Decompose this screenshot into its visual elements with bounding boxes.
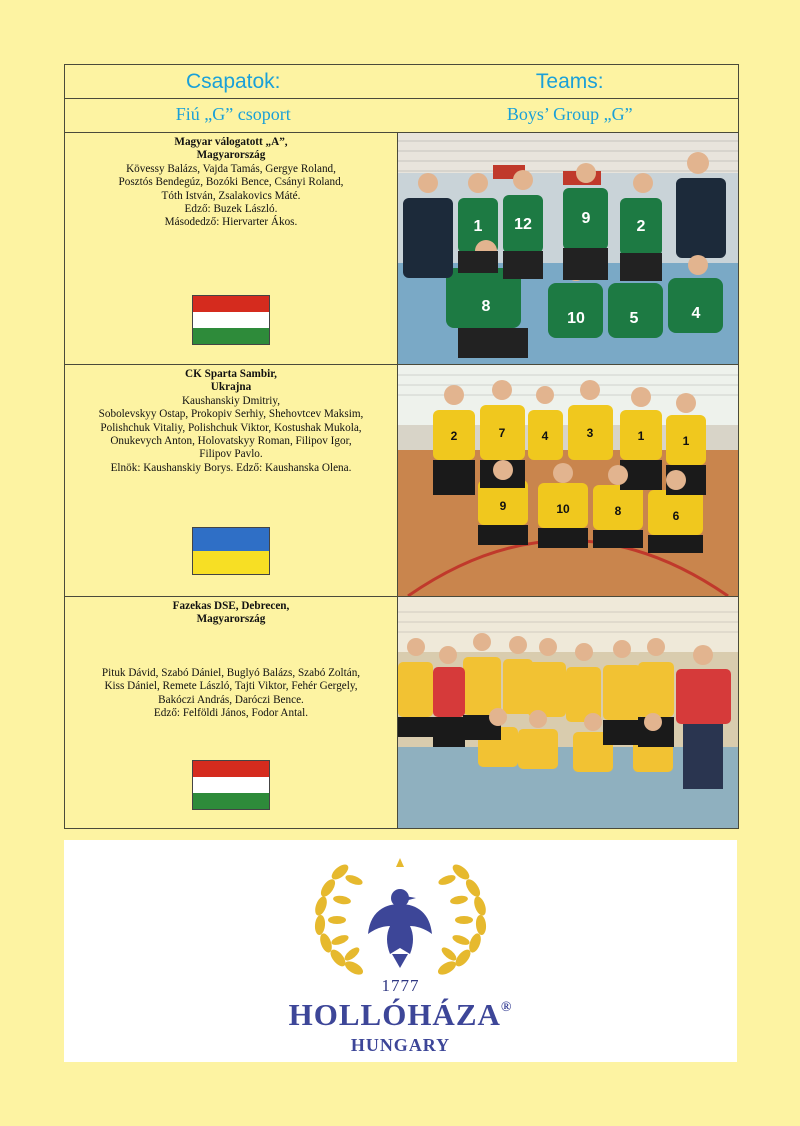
svg-text:10: 10 xyxy=(567,310,585,327)
roster-line: Sobolevskyy Ostap, Prokopiv Serhiy, Shehovtcev Maksim, xyxy=(98,408,364,421)
svg-text:2: 2 xyxy=(450,429,458,443)
svg-text:7: 7 xyxy=(498,426,506,440)
svg-text:1: 1 xyxy=(637,429,645,443)
logo-brand xyxy=(64,997,737,1033)
team-row xyxy=(65,133,738,365)
coach-line: Edző: Buzek László. xyxy=(184,203,278,216)
roster-line: Kövessy Balázs, Vajda Tamás, Gergye Roland, xyxy=(126,162,336,175)
team-photo-image xyxy=(398,133,738,364)
roster-line: Tóth István, Zsalakovics Máté. xyxy=(161,189,301,202)
logo-country: HUNGARY xyxy=(350,1035,451,1055)
roster-line: Pituk Dávid, Szabó Dániel, Buglyó Balázs, Szabó Zoltán, xyxy=(101,666,361,679)
svg-text:2: 2 xyxy=(636,218,646,235)
roster-line: Polishchuk Vitaliy, Polishchuk Viktor, Kostushak Mukola, xyxy=(100,421,362,434)
team-row xyxy=(65,597,738,828)
hungary-flag xyxy=(192,295,270,345)
svg-text:12: 12 xyxy=(514,216,532,233)
team-name: Magyar válogatott „A”, xyxy=(174,136,288,148)
roster-line: Bakóczi András, Daróczi Bence. xyxy=(158,693,304,706)
team-country: Magyarország xyxy=(196,613,266,626)
roster-line: Filipov Pavlo. xyxy=(199,448,263,461)
svg-text:4: 4 xyxy=(541,429,549,443)
svg-text:8: 8 xyxy=(481,298,491,315)
header-row-group xyxy=(65,99,738,133)
team-photo-image xyxy=(398,597,738,828)
teams-table xyxy=(64,64,739,829)
staff-line: Elnök: Kaushanskiy Borys. Edző: Kaushanska Olena. xyxy=(110,461,352,474)
teams-title-hu: Csapatok: xyxy=(185,70,281,93)
team-country: Ukrajna xyxy=(210,381,252,394)
group-title-en: Boys’ Group „G” xyxy=(506,104,633,124)
team-photo-hungary-a xyxy=(398,133,738,364)
svg-text:9: 9 xyxy=(499,499,507,513)
team-info xyxy=(65,365,398,596)
svg-text:10: 10 xyxy=(556,502,570,516)
svg-text:5: 5 xyxy=(629,310,639,327)
team-name: CK Sparta Sambir, xyxy=(185,368,277,380)
hungary-flag xyxy=(192,760,270,810)
svg-text:1: 1 xyxy=(473,218,483,235)
team-photo-image xyxy=(398,365,738,596)
svg-text:1: 1 xyxy=(682,434,690,448)
raven-icon xyxy=(368,889,432,968)
ukraine-flag xyxy=(192,527,270,575)
svg-text:9: 9 xyxy=(581,210,591,227)
roster-line: Posztós Bendegúz, Bozóki Bence, Csányi Roland, xyxy=(118,176,344,189)
svg-text:8: 8 xyxy=(614,504,622,518)
laurel-wreath-icon xyxy=(64,840,737,980)
team-info xyxy=(65,133,398,364)
teams-title-en: Teams: xyxy=(535,70,604,93)
roster-line: Kaushanskiy Dmitriy, xyxy=(181,394,281,407)
roster-line: Kiss Dániel, Remete László, Tajti Viktor, Fehér Gergely, xyxy=(104,680,358,693)
svg-text:6: 6 xyxy=(672,509,680,523)
assistant-coach-line: Másodedző: Hiervarter Ákos. xyxy=(164,216,298,229)
group-title-hu: Fiú „G” csoport xyxy=(175,104,291,124)
hollohaza-logo xyxy=(64,840,737,1062)
svg-text:4: 4 xyxy=(691,305,701,322)
team-photo-sparta-sambir xyxy=(398,365,738,596)
svg-text:3: 3 xyxy=(586,426,594,440)
registered-mark: ® xyxy=(500,1000,513,1015)
team-info xyxy=(65,597,398,828)
team-name: Fazekas DSE, Debrecen, xyxy=(172,600,290,612)
header-row-titles xyxy=(65,65,738,99)
coach-line: Edző: Felföldi János, Fodor Antal. xyxy=(153,707,309,720)
roster-line: Onukevych Anton, Holovatskyy Roman, Filipov Igor, xyxy=(110,435,352,448)
team-country: Magyarország xyxy=(196,149,266,162)
logo-year: 1777 xyxy=(381,976,420,995)
logo-brand-text: HOLLÓHÁZA xyxy=(288,997,501,1032)
team-row xyxy=(65,365,738,597)
team-photo-fazekas-dse xyxy=(398,597,738,828)
